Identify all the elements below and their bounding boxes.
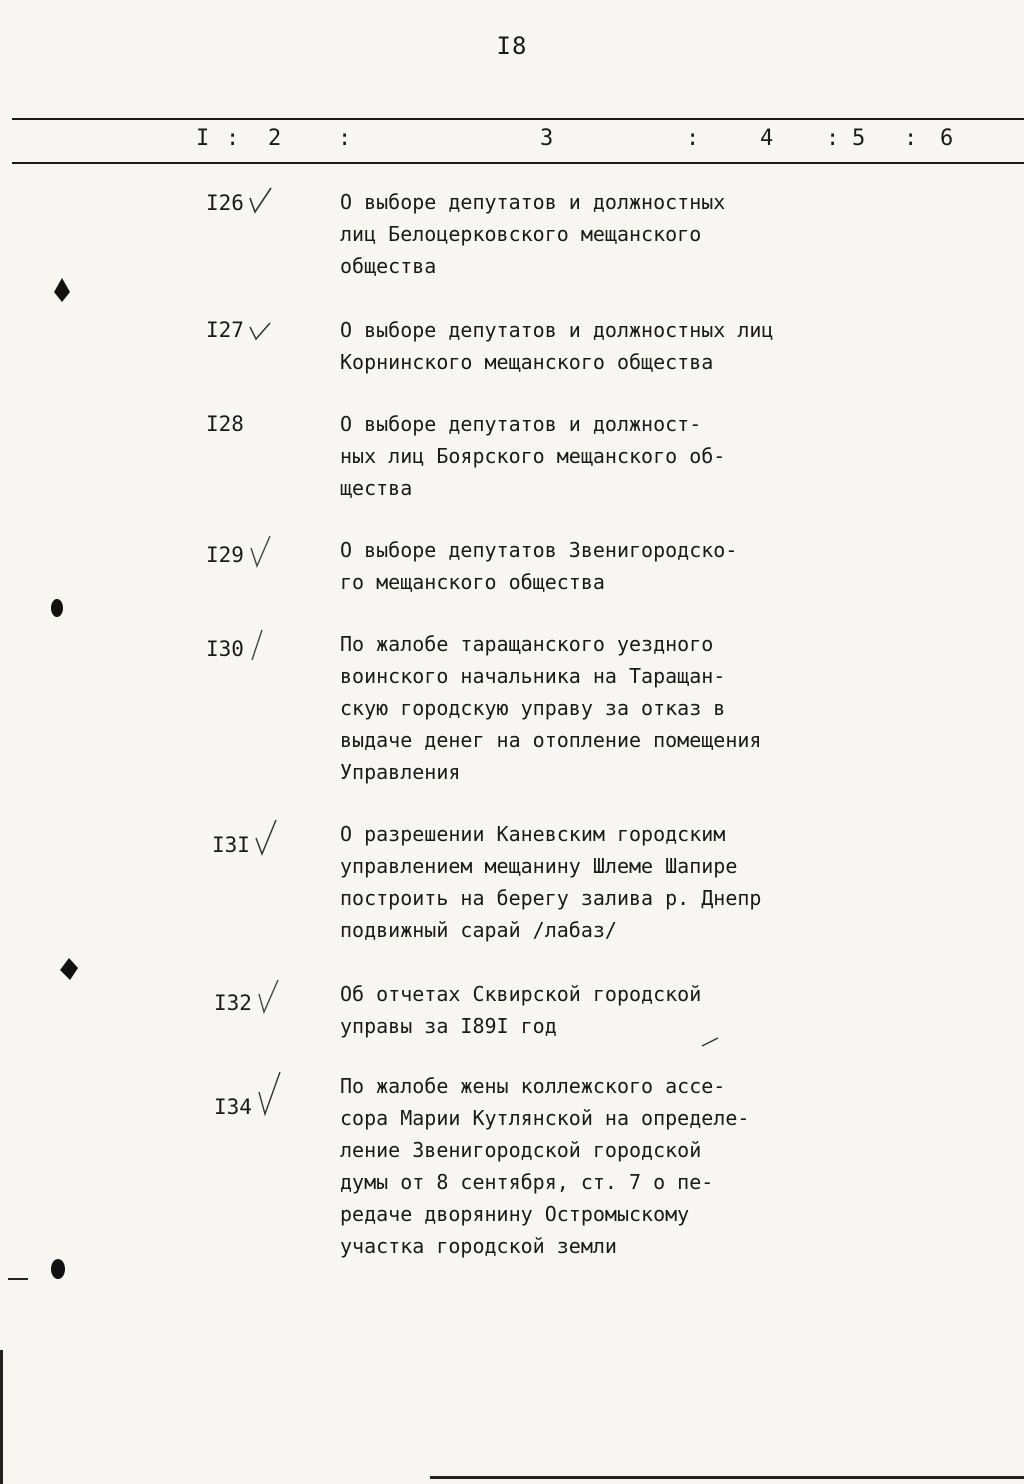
- column-header-6: 6: [940, 126, 954, 151]
- column-header-row: [0, 120, 1024, 160]
- page-number: I8: [496, 32, 528, 60]
- entry-number: I28: [206, 412, 244, 436]
- check-mark-icon: [254, 818, 280, 858]
- binder-hole-mark: [60, 958, 78, 980]
- entry-number: I29: [206, 543, 244, 567]
- entry-number: I3I: [212, 833, 250, 857]
- scan-mark: [8, 1278, 28, 1280]
- entry-description: По жалобе жены коллежского ассе- сора Марии Кутлянской на определе- ление Звенигородской городской думы от 8 сентября, ст. 7 о пе- редаче дворянину Остромыскому участка городской земли: [340, 1074, 750, 1258]
- entry-description: О выборе депутатов Звенигородско- го мещанского общества: [340, 538, 738, 594]
- binder-hole-mark: [50, 1258, 66, 1280]
- entry-number: I27: [206, 318, 244, 342]
- column-separator: :: [904, 126, 918, 151]
- column-header-1: I: [196, 126, 210, 151]
- column-header-4: 4: [760, 126, 774, 151]
- binder-hole-mark: [50, 598, 64, 618]
- check-mark-icon: [248, 534, 274, 568]
- check-mark-icon: [256, 978, 282, 1016]
- column-header-3: 3: [540, 126, 554, 151]
- entry-description: Об отчетах Сквирской городской управы за I89I год: [340, 982, 702, 1038]
- entry-description: По жалобе таращанского уездного воинского начальника на Таращан- скую городскую управу за отказ в выдаче денег на отопление помещения Управления: [340, 632, 762, 784]
- page-edge-line: [430, 1476, 1024, 1479]
- column-header-2: 2: [268, 126, 282, 151]
- entry-number: I32: [214, 991, 252, 1015]
- table-header-bottom-rule: [12, 162, 1024, 164]
- check-mark-icon: [248, 628, 268, 662]
- binder-hole-mark: [54, 278, 70, 302]
- entry-description: О разрешении Каневским городским управлением мещанину Шлеме Шапире построить на берегу залива р. Днепр подвижный сарай /лабаз/: [340, 822, 762, 942]
- page-edge-line: [0, 1350, 3, 1484]
- column-separator: :: [826, 126, 840, 151]
- entry-number: I26: [206, 191, 244, 215]
- entry-number: I30: [206, 637, 244, 661]
- column-header-5: 5: [852, 126, 866, 151]
- entry-number: I34: [214, 1095, 252, 1119]
- column-separator: :: [338, 126, 352, 151]
- column-separator: :: [686, 126, 700, 151]
- entry-description: О выборе депутатов и должностных лиц Белоцерковского мещанского общества: [340, 190, 726, 278]
- check-mark-icon: [248, 319, 274, 343]
- check-mark-icon: [256, 1070, 282, 1120]
- pen-stroke-mark: [700, 1036, 720, 1048]
- check-mark-icon: [248, 186, 274, 216]
- entry-description: О выборе депутатов и должност- ных лиц Боярского мещанского об- щества: [340, 412, 726, 500]
- column-separator: :: [226, 126, 240, 151]
- entry-description: О выборе депутатов и должностных лиц Корнинского мещанского общества: [340, 318, 774, 374]
